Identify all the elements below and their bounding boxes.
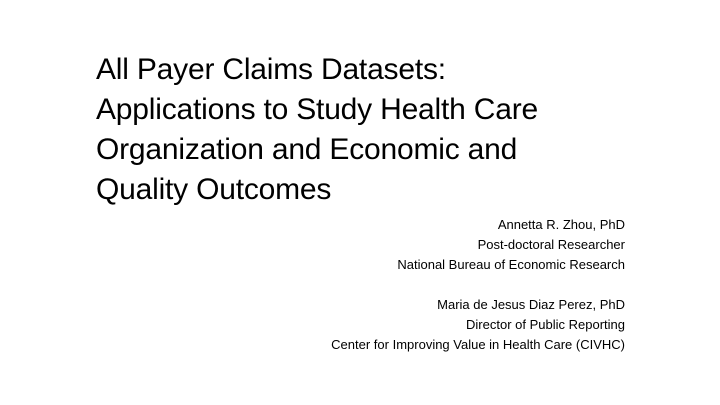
author-block bbox=[125, 215, 625, 275]
author-list bbox=[125, 215, 625, 355]
slide-title bbox=[96, 50, 636, 210]
author-block bbox=[125, 295, 625, 355]
author-role: Post-doctoral Researcher bbox=[477, 237, 625, 252]
author-affiliation: Center for Improving Value in Health Care (CIVHC) bbox=[331, 337, 625, 352]
author-name: Annetta R. Zhou, PhD bbox=[497, 217, 625, 232]
title-line: All Payer Claims Datasets: bbox=[96, 53, 446, 86]
author-role: Director of Public Reporting bbox=[466, 317, 625, 332]
title-line: Quality Outcomes bbox=[96, 173, 332, 206]
author-name: Maria de Jesus Diaz Perez, PhD bbox=[437, 297, 625, 312]
author-affiliation: National Bureau of Economic Research bbox=[397, 257, 625, 272]
title-line: Applications to Study Health Care bbox=[96, 93, 538, 126]
title-line: Organization and Economic and bbox=[96, 133, 518, 166]
